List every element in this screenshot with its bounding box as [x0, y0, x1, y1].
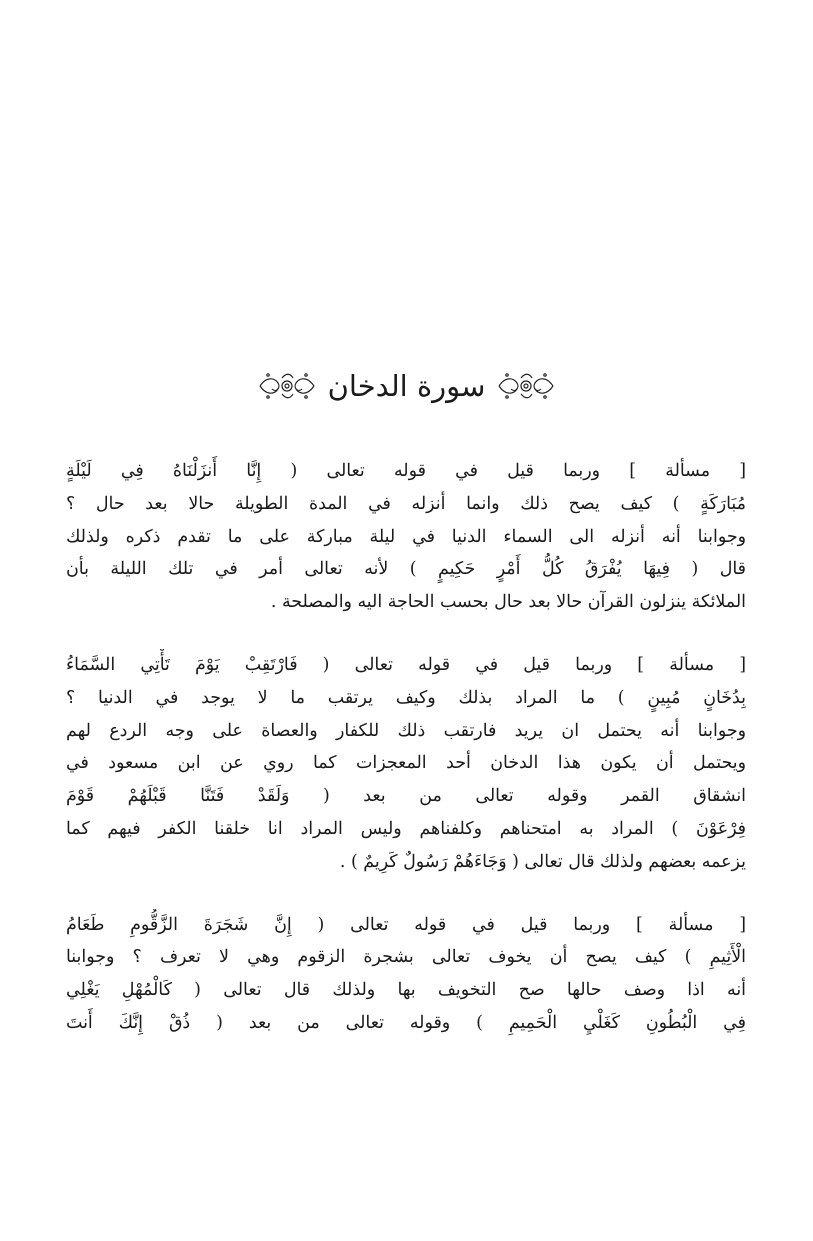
text-line: بِدُخَانٍ مُبِينٍ ) ما المراد بذلك وكيف يرتقب ما لا يوجد في الدنيا ؟	[66, 687, 746, 708]
text-line: [ مسألة ] وربما قيل في قوله تعالى ( إِنَّا أَنزَلْنَاهُ فِي لَيْلَةٍ	[66, 461, 746, 481]
text-line: [ مسألة ] وربما قيل في قوله تعالى ( إِنَّ شَجَرَةَ الزَّقُّومِ طَعَامُ	[66, 914, 746, 935]
text-line: الْأَثِيمِ ) كيف يصح أن يخوف تعالى بشجرة الزقوم وهي لا تعرف ؟ وجوابنا	[66, 947, 746, 968]
text-line: قال ( فِيهَا يُفْرَقُ كُلُّ أَمْرٍ حَكِيمٍ ) لأنه تعالى أمر في تلك الليلة بأن	[66, 559, 746, 580]
text-line: انشقاق القمر وقوله تعالى من بعد ( وَلَقَدْ فَتَنَّا قَبْلَهُمْ قَوْمَ	[66, 786, 746, 807]
paragraph-2	[66, 649, 746, 879]
page-body	[66, 455, 746, 1040]
text-line: فِرْعَوْنَ ) المراد به امتحناهم وكلفناهم وليس المراد انا خلقنا الكفر فيهم كما	[66, 818, 746, 839]
paragraph-3	[66, 909, 746, 1040]
surah-header	[0, 358, 813, 414]
text-line: وجوابنا أنه أنزله الى السماء الدنيا في ليلة مباركة على ما تقدم ذكره ولذلك	[66, 526, 746, 547]
text-line: يزعمه بعضهم ولذلك قال تعالى ( وَجَاءَهُمْ رَسُولٌ كَرِيمٌ ) .	[339, 851, 746, 872]
surah-title: سورة الدخان	[327, 369, 486, 403]
paragraph-1	[66, 455, 746, 619]
left-ornament-icon	[256, 369, 318, 403]
text-line: وجوابنا أنه يحتمل ان يريد فارتقب ذلك للكفار والعصاة على وجه الردع لهم	[66, 720, 746, 741]
right-ornament-icon	[495, 369, 557, 403]
text-line: ويحتمل أن يكون هذا الدخان أحد المعجزات كما روي عن ابن مسعود في	[66, 753, 746, 774]
text-line: الملائكة ينزلون القرآن حالا بعد حال بحسب الحاجة اليه والمصلحة .	[270, 592, 746, 613]
text-line: مُبَارَكَةٍ ) كيف يصح ذلك وانما أنزله في المدة الطويلة حالا بعد حال ؟	[66, 493, 746, 514]
text-line: [ مسألة ] وربما قيل في قوله تعالى ( فَارْتَقِبْ يَوْمَ تَأْتِي السَّمَاءُ	[66, 654, 746, 675]
text-line: فِي الْبُطُونِ كَغَلْيِ الْحَمِيمِ ) وقوله تعالى من بعد ( ذُقْ إِنَّكَ أَنتَ	[66, 1012, 746, 1033]
text-line: أنه اذا وصف حالها صح التخويف بها ولذلك قال تعالى ( كَالْمُهْلِ يَغْلِي	[66, 980, 746, 1001]
